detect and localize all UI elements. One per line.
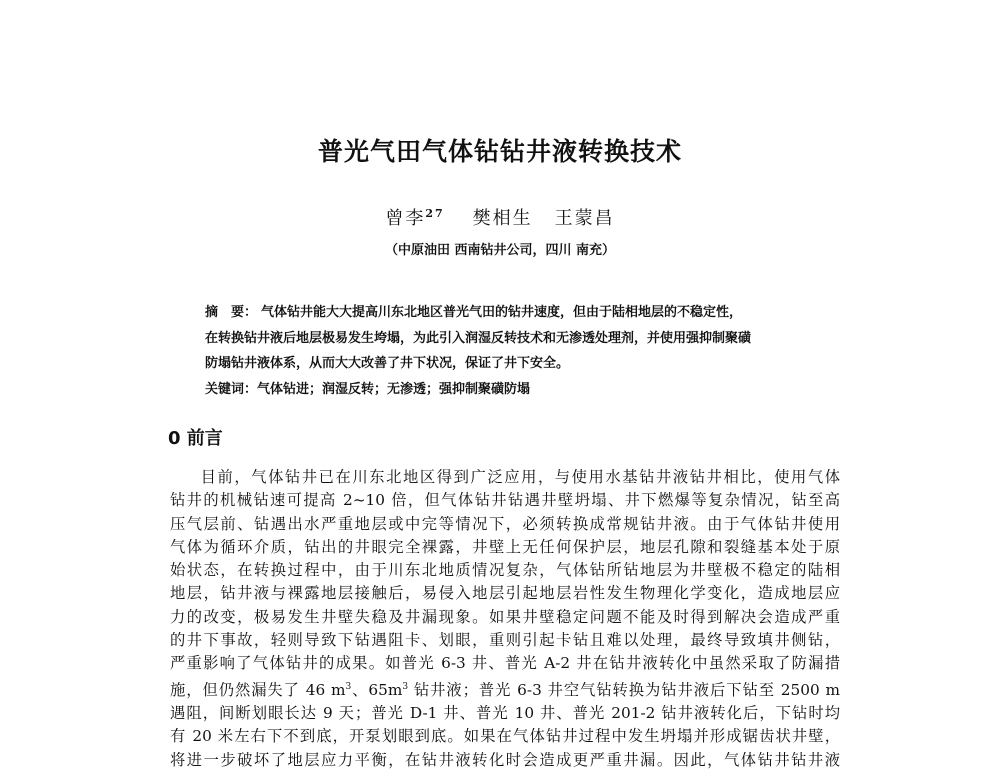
- body-line: 气体为循环介质，钻出的井眼完全裸露，井壁上无任何保护层，地层孔隙和裂缝基本处于原: [170, 537, 840, 556]
- abstract-line: [205, 300, 825, 326]
- body-text-fragment: 施，但仍然漏失了 46 m: [170, 680, 346, 699]
- superscript: 3: [345, 681, 352, 692]
- body-line: 的井下事故，轻则导致下钻遇阻卡、划眼，重则引起卡钻且难以处理，最终导致填井侧钻，: [170, 631, 840, 650]
- author-1-superscript: 27: [425, 207, 445, 220]
- body-line: 力的改变，极易发生井壁失稳及井漏现象。如果井壁稳定问题不能及时得到解决会造成严重: [170, 607, 840, 626]
- superscript: 3: [402, 681, 409, 692]
- abstract-line: 防塌钻井液体系，从而大大改善了井下状况，保证了井下安全。: [205, 356, 570, 371]
- abstract-label: 摘 要：: [205, 305, 258, 320]
- keywords-text: 气体钻进；润湿反转；无渗透；强抑制聚磺防塌: [257, 381, 531, 397]
- keywords-line: [205, 377, 825, 403]
- affiliation: （中原油田 西南钻井公司，四川 南充）: [384, 243, 616, 258]
- abstract-text: 气体钻井能大大提高川东北地区普光气田的钻井速度，但由于陆相地层的不稳定性，: [261, 305, 743, 320]
- author-2: 樊相生: [472, 208, 533, 229]
- body-line: 严重影响了气体钻井的成果。如普光 6-3 井、普光 A-2 井在钻井液转化中虽然采取了防漏措: [170, 654, 840, 673]
- body-line: 目前，气体钻井已在川东北地区得到广泛应用，与使用水基钻井液钻井相比，使用气体: [200, 468, 840, 486]
- abstract-block: [205, 300, 825, 402]
- body-line: 有 20 米左右下不到底，开泵划眼到底。如果在气体钻井过程中发生坍塌并形成锯齿状井壁，: [170, 727, 840, 746]
- paper-title: 普光气田气体钻钻井液转换技术: [317, 137, 682, 166]
- author-list: [0, 204, 1000, 230]
- body-line: 始状态，在转换过程中，由于川东北地质情况复杂，气体钻所钻地层为井壁极不稳定的陆相: [170, 561, 840, 580]
- keywords-label: 关键词：: [205, 381, 258, 397]
- body-text-fragment: 钻井液；普光 6-3 井空气钻转换为钻井液后下钻至 2500 m: [408, 680, 840, 699]
- author-3: 王蒙昌: [554, 208, 615, 229]
- body-line: 将进一步破坏了地层应力平衡，在钻井液转化时会造成更严重井漏。因此，气体钻井钻井液: [170, 750, 840, 769]
- body-line: 钻井的机械钻速可提高 2~10 倍，但气体钻井钻遇井壁坍塌、井下燃爆等复杂情况，钻至高: [170, 491, 840, 510]
- body-line: 遇阻，间断划眼长达 9 天；普光 D-1 井、普光 10 井、普光 201-2 钻井液转化后，下钻时均: [170, 704, 840, 723]
- abstract-line: 在转换钻井液后地层极易发生垮塌，为此引入润湿反转技术和无渗透处理剂，并使用强抑制聚磺: [205, 330, 752, 346]
- body-line: 压气层前、钻遇出水严重地层或中完等情况下，必须转换成常规钻井液。由于气体钻井使用: [170, 514, 840, 533]
- body-line: 地层，钻井液与裸露地层接触后，易侵入地层引起地层岩性发生物理化学变化，造成地层应: [170, 584, 840, 603]
- body-line: [170, 676, 840, 702]
- body-paragraph: [170, 466, 840, 772]
- body-text-fragment: 、65m: [351, 680, 403, 699]
- author-1: 曾李: [385, 208, 426, 229]
- section-heading: 0 前言: [168, 428, 223, 449]
